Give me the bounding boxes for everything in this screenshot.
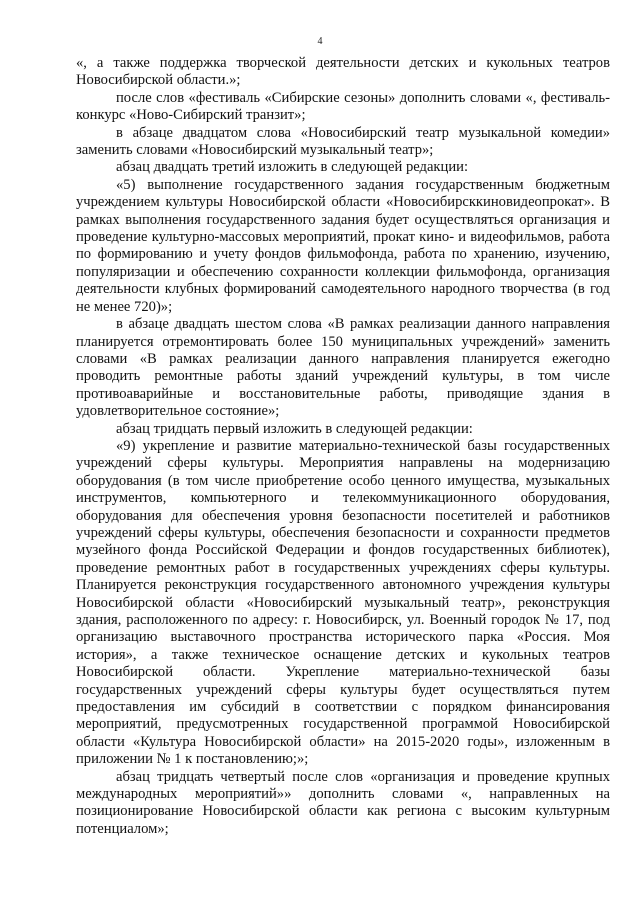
paragraph-6: в абзаце двадцать шестом слова «В рамках реализации данного направления планируется отремонтировать более 150 муниципальных учреждений» заменить словами «В рамках реализации данного направления планируется ежегодно проводить ремонтные работы зданий учреждений культуры, в том числе противоаварийные и восстановительные работы, приводящие здания в удовлетворительное состояние»;: [76, 316, 610, 420]
paragraph-5: «5) выполнение государственного задания государственным бюджетным учреждением культуры Новосибирской области «Новосибирсккиновидеопрокат». В рамках выполнения государственного задания будет осуществляться организация и проведение культурно-массовых мероприятий, прокат кино- и видеофильмов, работа по формированию и учету фондов фильмофонда, работа по хранению, изучению, популяризации и обеспечению сохранности коллекции фильмофонда, организация деятельности клубных формирований самодеятельного народного творчества (в год не менее 720)»;: [76, 176, 610, 315]
page-number: 4: [317, 36, 323, 47]
paragraph-4: абзац двадцать третий изложить в следующей редакции:: [116, 159, 469, 176]
paragraph-1: «, а также поддержка творческой деятельности детских и кукольных театров Новосибирской области.»;: [76, 55, 610, 89]
document-body: [76, 55, 610, 838]
paragraph-7: абзац тридцать первый изложить в следующей редакции:: [116, 420, 473, 437]
paragraph-9: абзац тридцать четвертый после слов «организация и проведение крупных международных мероприятий»» дополнить словами «, направленных на позиционирование Новосибирской области как региона с высоким культурным потенциалом»;: [76, 768, 610, 837]
paragraph-8: «9) укрепление и развитие материально-технической базы государственных учреждений сферы культуры. Мероприятия направлены на модернизацию оборудования (в том числе приобретение особо ценного имущества, музыкальных инструментов, компьютерного и телекоммуникационного оборудования, оборудования для обеспечения уровня безопасности посетителей и работников учреждений сферы культуры, обеспечения безопасности и сохранности предметов музейного фонда Российской Федерации и фондов государственных библиотек), проведение ремонтных работ в государственных учреждениях сферы культуры. Планируется реконструкция государственного автономного учреждения культуры Новосибирской области «Новосибирский музыкальный театр», реконструкция здания, расположенного по адресу: г. Новосибирск, ул. Военный городок № 17, под организацию выставочного пространства исторического парка «Россия. Моя история», а также техническое оснащение детских и кукольных театров Новосибирской области. Укрепление материально-технической базы государственных учреждений сферы культуры будет осуществляться путем предоставления им субсидий в соответствии с порядком финансирования мероприятий, предусмотренных государственной программой Новосибирской области «Культура Новосибирской области» на 2015-2020 годы», изложенным в приложении № 1 к постановлению;»;: [76, 437, 610, 768]
paragraph-3: в абзаце двадцатом слова «Новосибирский театр музыкальной комедии» заменить словами «Новосибирский музыкальный театр»;: [76, 124, 610, 159]
paragraph-2: после слов «фестиваль «Сибирские сезоны» дополнить словами «, фестиваль-конкурс «Ново-Сибирский транзит»;: [76, 89, 610, 124]
